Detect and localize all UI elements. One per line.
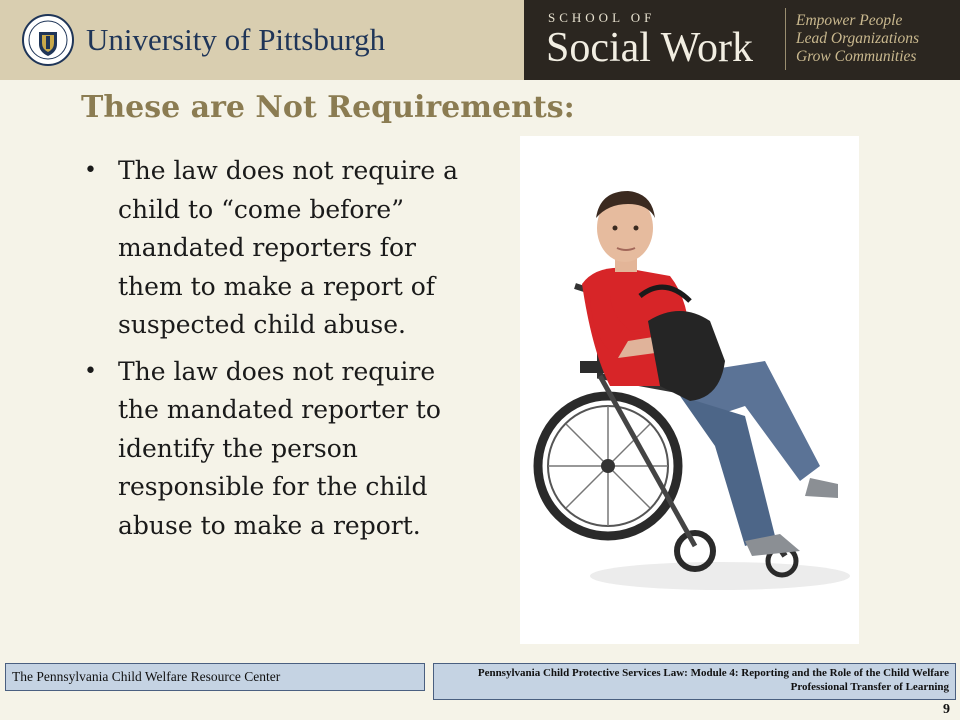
tagline-line-1: Empower People xyxy=(796,12,903,29)
wheelchair-photo xyxy=(520,136,859,644)
university-name: University of Pittsburgh xyxy=(86,22,386,57)
school-of-label: SCHOOL OF xyxy=(548,10,656,25)
social-work-label: Social Work xyxy=(546,25,753,71)
bullet-list xyxy=(80,152,480,553)
footer-module-title: Pennsylvania Child Protective Services Law: Module 4: Reporting and the Role of the Child Welfare Professional Transfer of Learning xyxy=(433,663,956,700)
bullet-dot-icon: • xyxy=(84,358,97,384)
bullet-dot-icon: • xyxy=(84,158,97,183)
slide-title: These are Not Requirements: xyxy=(81,90,575,125)
banner-divider xyxy=(785,8,786,70)
school-tagline xyxy=(796,12,919,66)
bullet-item xyxy=(80,152,480,345)
tagline-line-3: Grow Communities xyxy=(796,48,917,65)
bullet-item xyxy=(80,353,480,546)
university-banner xyxy=(0,0,524,80)
tagline-line-2: Lead Organizations xyxy=(796,30,920,47)
university-seal-icon xyxy=(22,14,74,66)
bullet-text: The law does not require the mandated reporter to identify the person responsible for the child abuse to make a report. xyxy=(118,356,441,540)
page-number: 9 xyxy=(943,702,950,717)
wheelchair-boy-image xyxy=(520,136,859,644)
footer-organization: The Pennsylvania Child Welfare Resource Center xyxy=(5,663,425,691)
bullet-text: The law does not require a child to “come before” mandated reporters for them to make a report of suspected child abuse. xyxy=(118,156,458,339)
